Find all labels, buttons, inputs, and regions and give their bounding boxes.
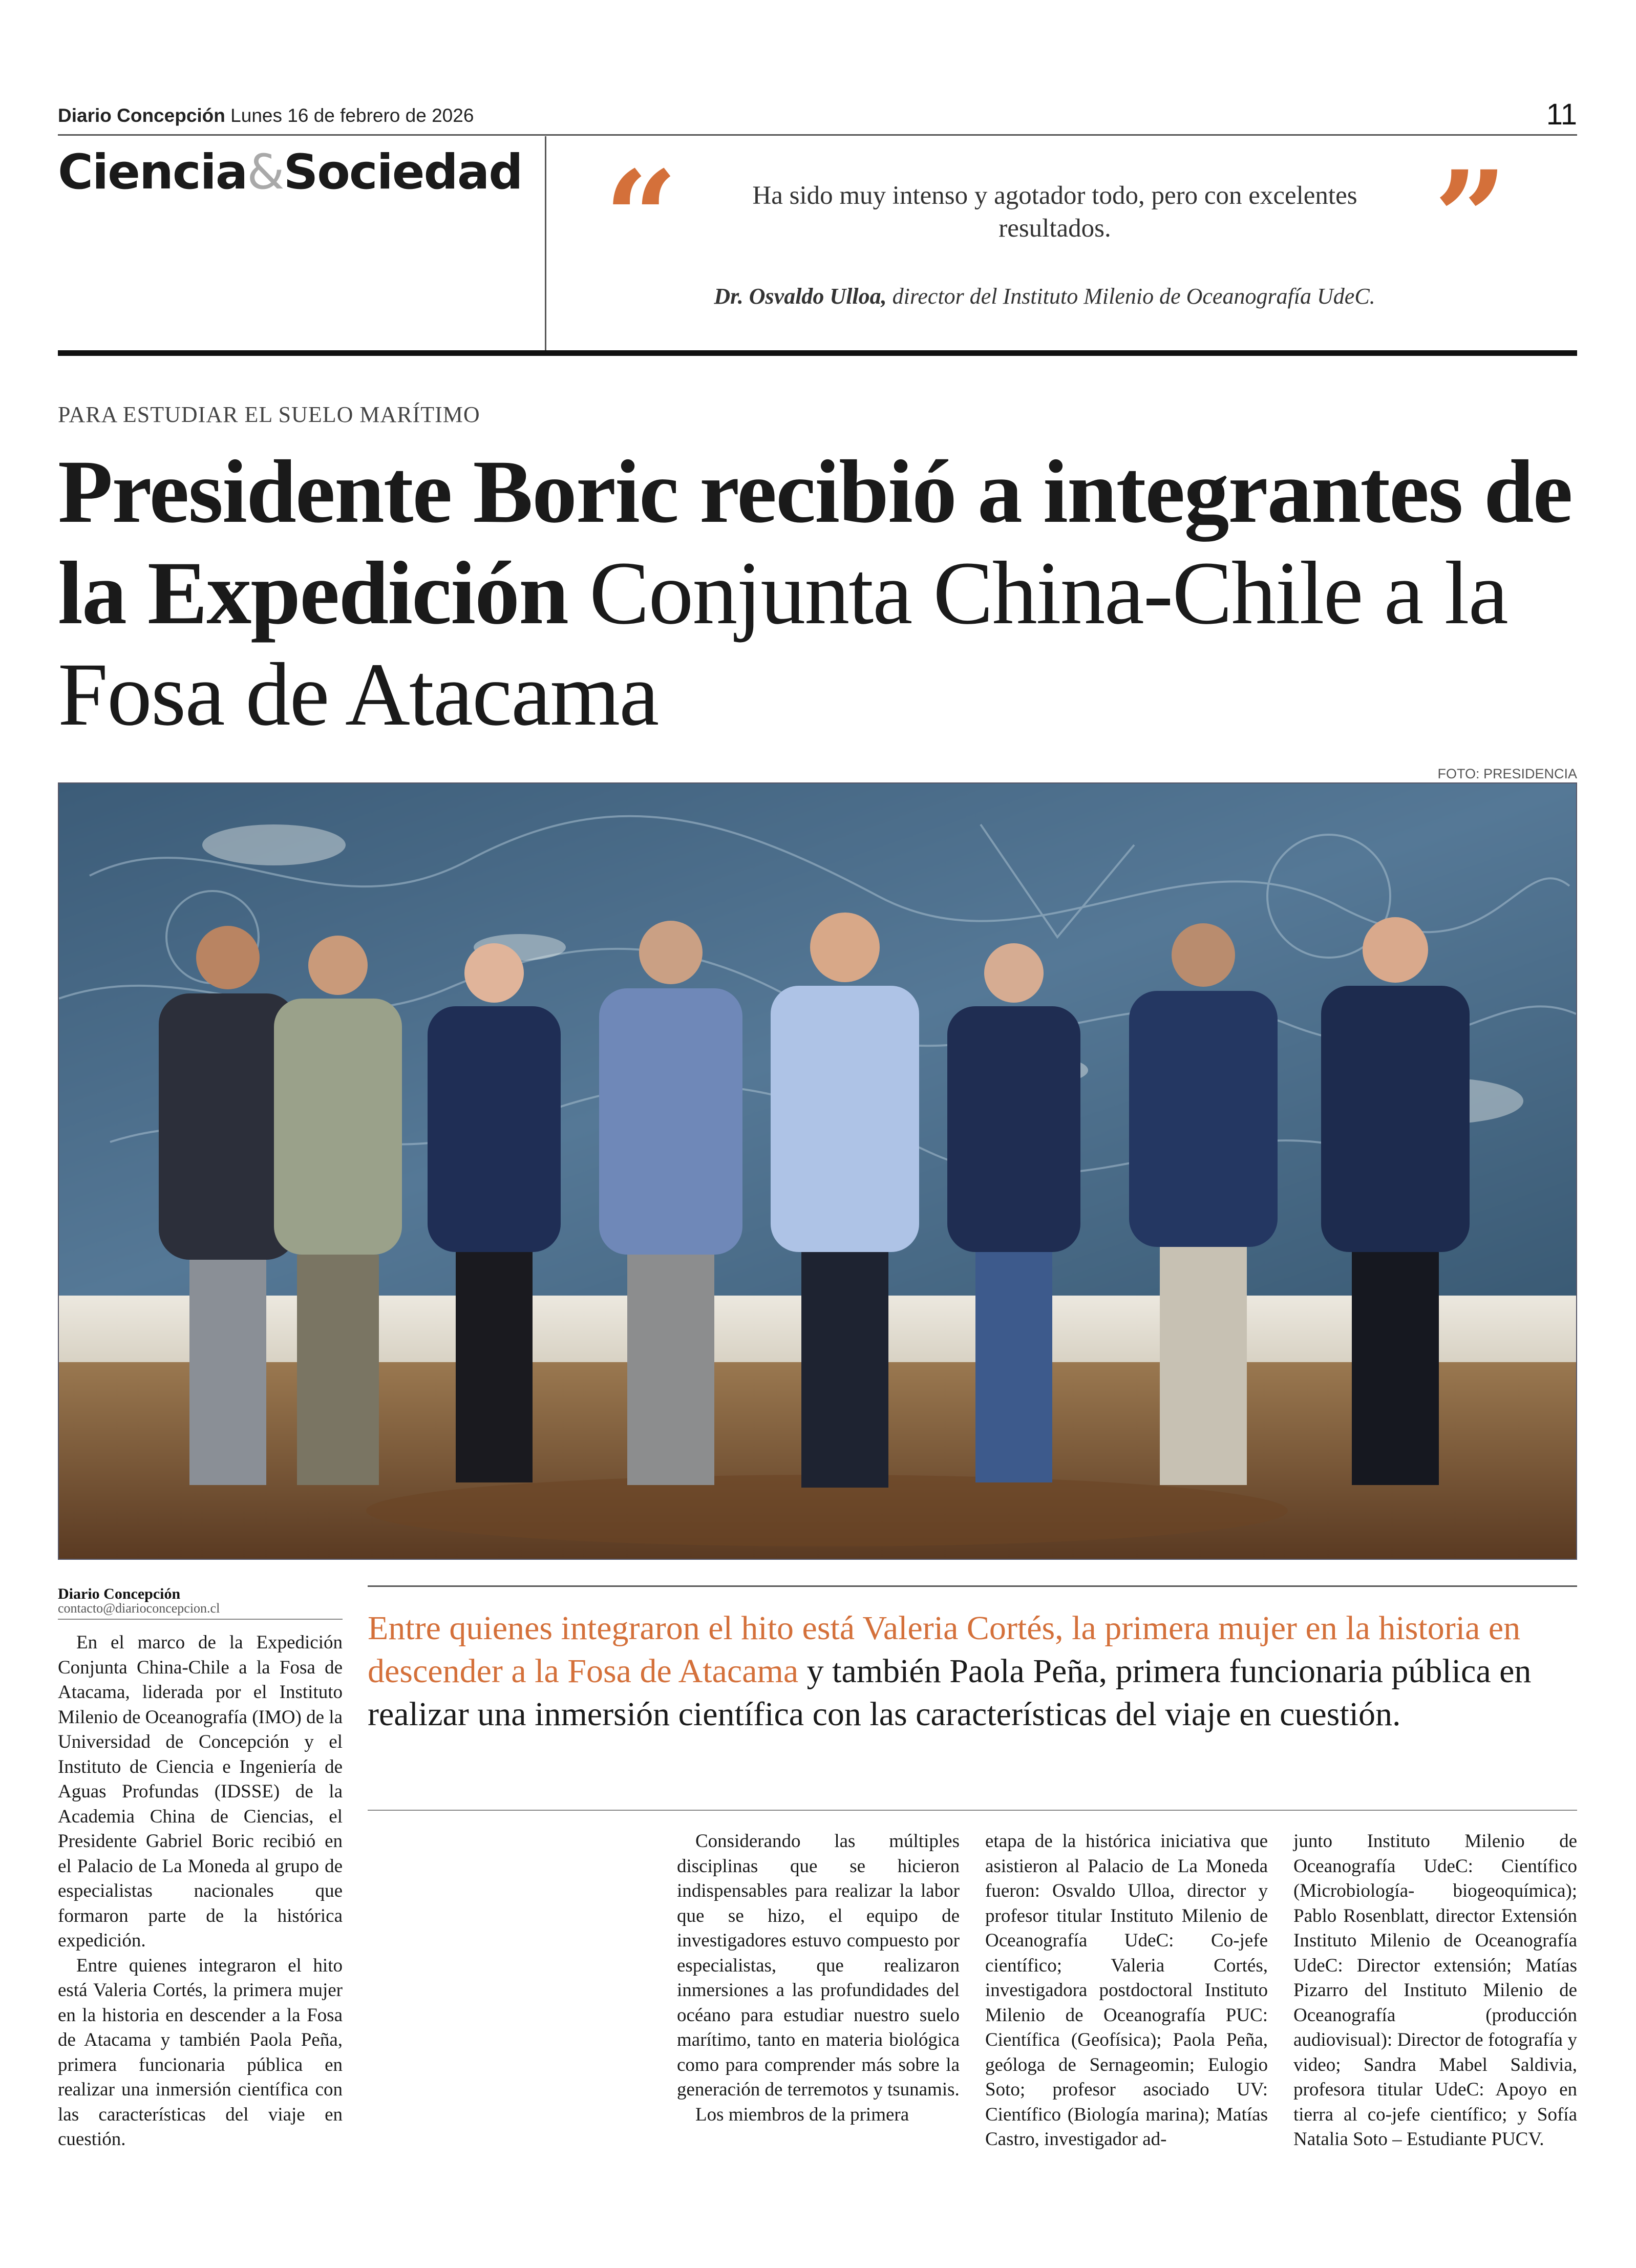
photo-credit: FOTO: PRESIDENCIA [1437, 766, 1577, 781]
header-divider [545, 136, 546, 351]
quote-author-role: director del Instituto Milenio de Oceanografía UdeC. [886, 284, 1375, 309]
featured-quote: Ha sido muy intenso y agotador todo, pero con excelentes resultados. [752, 181, 1357, 243]
article-photo [58, 782, 1577, 1560]
byline-email[interactable]: contacto@diarioconcepcion.cl [58, 1601, 220, 1616]
issue-date: Lunes 16 de febrero de 2026 [230, 105, 474, 126]
quote-author-name: Dr. Osvaldo Ulloa, [714, 284, 887, 309]
body-column-4 [1293, 1829, 1577, 2152]
headline-light: Conjunta China-Chile a la Fosa de Atacama [58, 543, 1507, 745]
close-quote-icon: ” [1434, 142, 1507, 293]
header-rule [58, 134, 1577, 136]
paragraph: etapa de la histórica iniciativa que asistieron al Palacio de La Moneda fueron: Osvaldo Ulloa, director y profesor titular Instituto Milenio de Oceanografía UdeC: Co-jefe científico; Valeria Cortés, investigadora postdoctoral Instituto Milenio de Oceanografía PUC: Científica (Geofísica); Paola Peña, geóloga de Sernageomin; Eulogio Soto; profesor asociado UV: Científico (Biología marina); Matías Castro, investigador ad- [985, 1831, 1268, 2150]
pullquote [368, 1607, 1577, 1736]
paragraph: Entre quienes integraron el hito está Valeria Cortés, la primera mujer en la historia en descender a la Fosa de Atacama y también Paola Peña, primera funcionaria pública en realizar una inmersión científica con las características del viaje en cuestión. [58, 1955, 343, 2150]
open-quote-icon: “ [604, 142, 678, 293]
newspaper-name: Diario Concepción [58, 105, 225, 126]
body-column-2 [677, 1829, 960, 2127]
section-part2: Sociedad [283, 144, 522, 200]
page-number: 11 [1546, 98, 1577, 131]
headline-bold: Presidente Boric recibió a integrantes de la Expedición [58, 442, 1572, 643]
byline-rule [58, 1619, 343, 1620]
body-column-1 [58, 1630, 343, 2152]
paragraph: Considerando las múltiples disciplinas que se hicieron indispensables para realizar la labor que se hizo, el equipo de investigadores estuvo compuesto por especialistas, que realizaron inmersiones a las profundidades del océano para estudiar nuestro suelo marítimo, tanto en materia biológica como para comprender más sobre la generación de terremotos y tsunamis. [677, 1831, 960, 2100]
kicker: PARA ESTUDIAR EL SUELO MARÍTIMO [58, 402, 480, 427]
pullquote-rest: y también Paola Peña, primera funcionaria pública en realizar una inmersión científica con las características del viaje en cuestión. [368, 1652, 1532, 1733]
header-thick-rule [58, 350, 1577, 356]
body-column-3 [985, 1829, 1268, 2152]
paragraph: Los miembros de la primera [695, 2104, 909, 2125]
pullquote-rule-bottom [368, 1810, 1577, 1811]
section-ampersand: & [247, 144, 284, 200]
quote-attribution [614, 283, 1475, 309]
pullquote-rule-top [368, 1585, 1577, 1587]
headline [58, 441, 1589, 746]
byline-author: Diario Concepción [58, 1585, 181, 1602]
paragraph: junto Instituto Milenio de Oceanografía UdeC: Científico (Microbiología- biogeoquímica); Pablo Rosenblatt, director Extensión Instituto Milenio de Oceanografía UdeC: Director extensión; Matías Pizarro del Instituto Milenio de Oceanografía (producción audiovisual): Director de fotografía y video; Sandra Mabel Saldivia, profesora titular UdeC: Apoyo en tierra al co-jefe científico; y Sofía Natalia Soto – Estudiante PUCV. [1293, 1831, 1577, 2150]
pullquote-highlight: Entre quienes integraron el hito está Valeria Cortés, la primera mujer en la historia en descender a la Fosa de Atacama [368, 1609, 1521, 1690]
masthead [58, 105, 474, 126]
section-part1: Ciencia [58, 144, 247, 200]
section-title [58, 144, 522, 200]
paragraph: En el marco de la Expedición Conjunta China-Chile a la Fosa de Atacama, liderada por el Instituto Milenio de Oceanografía (IMO) de la Universidad de Concepción y el Instituto de Ciencia e Ingeniería de Aguas Profundas (IDSSE) de la Academia China de Ciencias, el Presidente Gabriel Boric recibió en el Palacio de La Moneda al grupo de especialistas nacionales que formaron parte de la histórica expedición. [58, 1632, 343, 1951]
